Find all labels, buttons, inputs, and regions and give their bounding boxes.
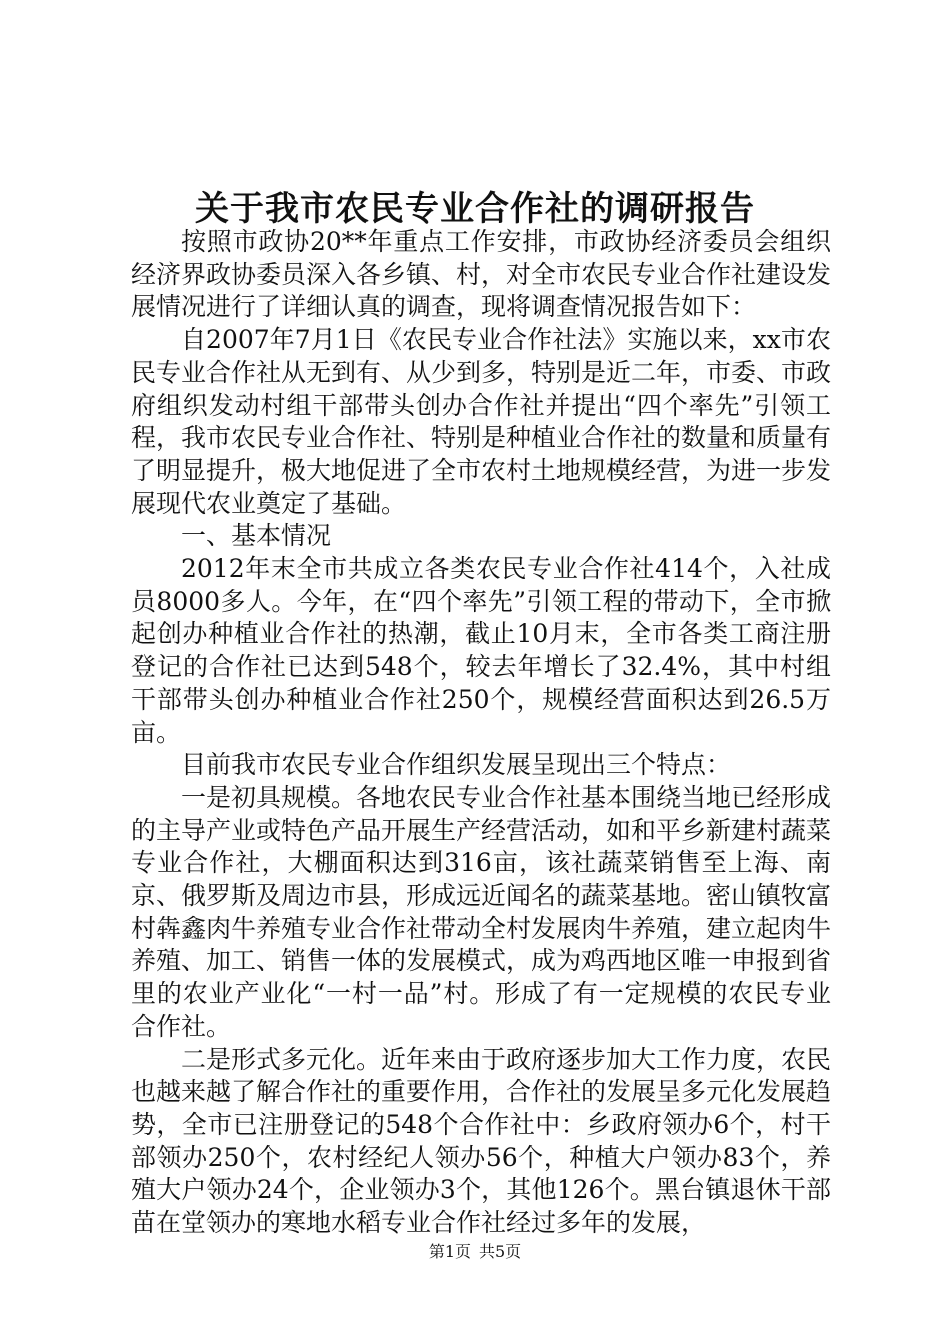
paragraph-statistics: 2012年末全市共成立各类农民专业合作社414个，入社成员8000多人。今年，在“四个率先”引领工程的带动下，全市掀起创办种植业合作社的热潮，截止10月末，全市各类工商注册登记的合作社已达到548个，较去年增长了32.4%，其中村组干部带头创办种植业合作社250个，规模经营面积达到26.5万亩。 — [131, 554, 831, 747]
paragraph-features-intro: 目前我市农民专业合作组织发展呈现出三个特点： — [181, 750, 732, 780]
page-footer — [0, 1241, 950, 1263]
page-total: 共5页 — [479, 1242, 522, 1261]
paragraph-background: 自2007年7月1日《农民专业合作社法》实施以来，xx市农民专业合作社从无到有、从少到多，特别是近二年，市委、市政府组织发动村组干部带头创办合作社并提出“四个率先”引领工程，我市农民专业合作社、特别是种植业合作社的数量和质量有了明显提升，极大地促进了全市农村土地规模经营，为进一步发展现代农业奠定了基础。 — [131, 325, 832, 518]
paragraph-feature-scale: 一是初具规模。各地农民专业合作社基本围绕当地已经形成的主导产业或特色产品开展生产经营活动，如和平乡新建村蔬菜专业合作社，大棚面积达到316亩，该社蔬菜销售至上海、南京、俄罗斯及周边市县，形成远近闻名的蔬菜基地。密山镇牧富村犇鑫肉牛养殖专业合作社带动全村发展肉牛养殖，建立起肉牛养殖、加工、销售一体的发展模式，成为鸡西地区唯一申报到省里的农业产业化“一村一品”村。形成了有一定规模的农民专业合作社。 — [131, 782, 832, 1041]
document-body — [131, 226, 831, 1240]
section-heading-basic-situation: 一、基本情况 — [181, 521, 332, 551]
page-number: 第1页 — [428, 1242, 471, 1261]
document-title: 关于我市农民专业合作社的调研报告 — [195, 189, 755, 229]
paragraph-intro: 按照市政协20**年重点工作安排，市政协经济委员会组织经济界政协委员深入各乡镇、村，对全市农民专业合作社建设发展情况进行了详细认真的调查，现将调查情况报告如下： — [131, 227, 832, 322]
paragraph-feature-diversity: 二是形式多元化。近年来由于政府逐步加大工作力度，农民也越来越了解合作社的重要作用，合作社的发展呈多元化发展趋势，全市已注册登记的548个合作社中：乡政府领办6个，村干部领办250个，农村经纪人领办56个，种植大户领办83个，养殖大户领办24个，企业领办3个，其他126个。黑台镇退休干部苗在堂领办的寒地水稻专业合作社经过多年的发展， — [131, 1044, 832, 1238]
